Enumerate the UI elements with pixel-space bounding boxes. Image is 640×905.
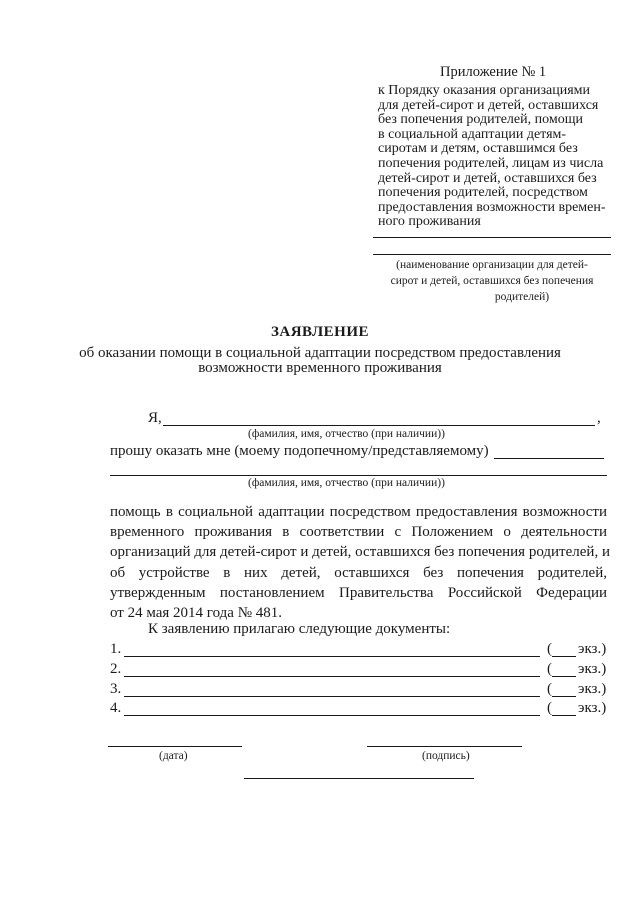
body-line: временного проживания в соответствии с Положением о деятельности — [110, 524, 607, 541]
annex-line: ного проживания — [378, 214, 481, 230]
attachment-open-paren: ( — [547, 681, 552, 697]
org-caption-line: сирот и детей, оставшихся без попечения — [390, 275, 594, 287]
attachment-field[interactable] — [124, 696, 540, 697]
attachments-intro: К заявлению прилагаю следующие документы: — [148, 621, 451, 637]
request-caption: (фамилия, имя, отчество (при наличии)) — [248, 477, 445, 489]
org-caption-line: родителей) — [494, 291, 550, 303]
annex-line: для детей-сирот и детей, оставшихся — [378, 97, 599, 113]
body-line: помощь в социальной адаптации посредством предоставления возможности — [110, 504, 607, 520]
document-title: ЗАЯВЛЕНИЕ — [270, 324, 370, 340]
attachment-copies-field[interactable] — [552, 696, 576, 697]
attachment-number: 2. — [110, 661, 122, 677]
attachment-field[interactable] — [124, 656, 540, 657]
attachment-field[interactable] — [124, 676, 540, 677]
attachment-open-paren: ( — [547, 661, 552, 677]
org-name-line[interactable] — [373, 237, 611, 238]
org-name-line-2[interactable] — [373, 254, 611, 255]
annex-title: Приложение № 1 — [440, 64, 547, 80]
attachment-copies-field[interactable] — [552, 676, 576, 677]
org-caption-line: (наименование организации для детей- — [396, 259, 588, 271]
body-line: организаций для детей-сирот и детей, оставшихся без попечения родителей, и — [110, 544, 610, 561]
applicant-suffix: , — [597, 410, 601, 426]
annex-line: попечения родителей, посредством — [378, 185, 588, 201]
signature-field[interactable] — [367, 746, 522, 747]
attachment-open-paren: ( — [547, 641, 552, 657]
body-paragraph — [110, 502, 610, 623]
attachment-copies-label: экз.) — [578, 700, 607, 716]
body-line: об устройстве в них детей, оставшихся без попечения родителей, — [110, 564, 607, 581]
attachment-copies-label: экз.) — [578, 641, 607, 657]
attachment-number: 4. — [110, 700, 122, 716]
annex-line: к Порядку оказания организациями — [378, 83, 591, 98]
document-subtitle-2: возможности временного проживания — [198, 360, 442, 376]
annex-line: предоставления возможности времен- — [378, 199, 606, 215]
annex-reference — [378, 84, 618, 230]
attachment-copies-field[interactable] — [552, 656, 576, 657]
date-caption: (дата) — [159, 750, 188, 762]
date-field[interactable] — [108, 746, 242, 747]
annex-line: сиротам и детям, оставшимся без — [378, 141, 578, 157]
attachment-number: 1. — [110, 641, 122, 657]
applicant-caption: (фамилия, имя, отчество (при наличии)) — [248, 428, 445, 440]
body-line: утвержденным постановлением Правительства Российской Федерации — [110, 584, 607, 601]
document-subtitle-1: об оказании помощи в социальной адаптации посредством предоставления — [79, 345, 561, 361]
attachment-copies-field[interactable] — [552, 715, 576, 716]
annex-line: детей-сирот и детей, оставшихся без — [378, 170, 597, 186]
applicant-prefix: Я, — [148, 410, 162, 426]
annex-line: в социальной адаптации детям- — [378, 126, 567, 142]
attachment-copies-label: экз.) — [578, 661, 607, 677]
annex-line: попечения родителей, лицам из числа — [378, 155, 604, 171]
body-line: от 24 мая 2014 года № 481. — [110, 605, 283, 622]
signature-caption: (подпись) — [422, 750, 470, 762]
request-text: прошу оказать мне (моему подопечному/представляемому) — [110, 443, 489, 459]
attachment-number: 3. — [110, 681, 122, 697]
applicant-name-field[interactable] — [163, 425, 595, 426]
attachment-open-paren: ( — [547, 700, 552, 716]
org-caption — [373, 257, 611, 305]
annex-line: без попечения родителей, помощи — [378, 112, 583, 128]
signature-decoding-field[interactable] — [244, 778, 474, 779]
ward-name-field[interactable] — [494, 458, 604, 459]
ward-name-field-2[interactable] — [110, 475, 607, 476]
attachment-copies-label: экз.) — [578, 681, 607, 697]
attachment-field[interactable] — [124, 715, 540, 716]
